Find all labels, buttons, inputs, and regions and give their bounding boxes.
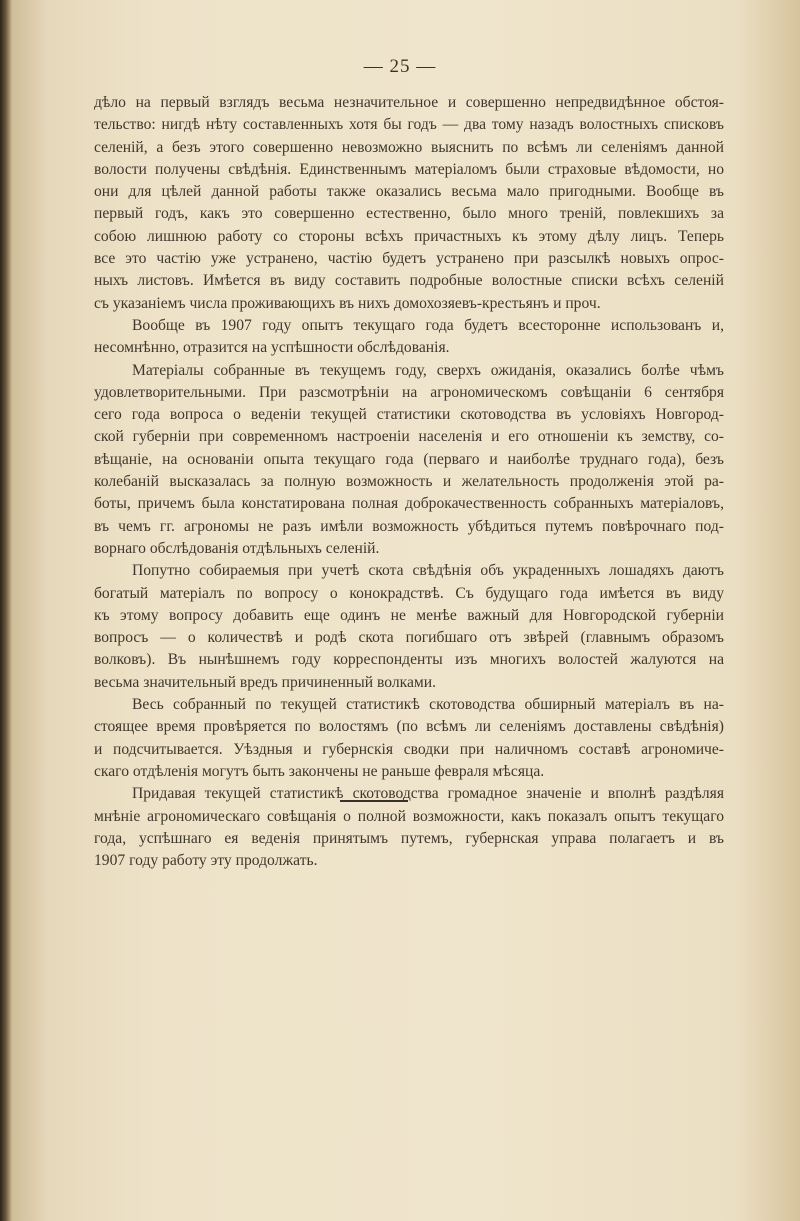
text-line: сего года вопроса о веденіи текущей статистики скотоводства въ условіяхъ Новгород- xyxy=(94,406,724,424)
text-line: съ указаніемъ числа проживающихъ въ нихъ домохозяевъ-крестьянъ и проч. xyxy=(94,294,601,312)
paragraph-3 xyxy=(56,360,724,561)
paragraph-2 xyxy=(56,315,724,360)
text-line: стоящее время провѣряется по волостямъ (по всѣмъ ли селеніямъ доставлены свѣдѣнія) xyxy=(94,718,724,736)
text-line: въ чемъ гг. агрономы не разъ имѣли возможность убѣдиться путемъ повѣрочнаго под- xyxy=(94,517,724,535)
text-line: колебаній высказалась за полную возможность и желательность продолженія этой ра- xyxy=(94,473,724,491)
text-line: Попутно собираемыя при учетѣ скота свѣдѣнія объ украденныхъ лошадяхъ даютъ xyxy=(132,562,724,580)
text-line: Матеріалы собранные въ текущемъ году, сверхъ ожиданія, оказались болѣе чѣмъ xyxy=(132,361,724,379)
text-line: скаго отдѣленія могутъ быть закончены не раньше февраля мѣсяца. xyxy=(94,762,545,780)
text-line: вопросъ — о количествѣ и родѣ скота погибшаго отъ звѣрей (главнымъ образомъ xyxy=(94,629,724,647)
text-line: все это частію уже устранено, частію будетъ устранено при разсылкѣ новыхъ опрос- xyxy=(94,250,724,268)
text-line: боты, причемъ была констатирована полная доброкачественность собранныхъ матеріаловъ, xyxy=(94,495,724,513)
text-line: волости получены свѣдѣнія. Единственнымъ матеріаломъ были страховые вѣдомости, но xyxy=(94,160,724,178)
paragraph-1 xyxy=(56,92,724,315)
text-line: дѣло на первый взглядъ весьма незначительное и совершенно непредвидѣнное обстоя- xyxy=(94,94,724,111)
text-line: ныхъ листовъ. Имѣется въ виду составить подробные волостные списки всѣхъ селеній xyxy=(94,272,724,290)
text-line: къ этому вопросу добавить еще одинъ не менѣе важный для Новгородской губерніи xyxy=(94,606,724,624)
text-line: они для цѣлей данной работы также оказались весьма мало пригодными. Вообще въ xyxy=(94,183,724,201)
body-text xyxy=(56,92,724,872)
text-line: первый годъ, какъ это совершенно естественно, было много треній, повлекшихъ за xyxy=(94,205,724,223)
text-line: волковъ). Въ нынѣшнемъ году корреспонденты изъ многихъ волостей жалуются на xyxy=(94,651,724,669)
text-line: ворнаго обслѣдованія отдѣльныхъ селеній. xyxy=(94,539,380,557)
text-line: вѣщаніе, на основаніи опыта текущаго года (перваго и наиболѣе труднаго года), безъ xyxy=(94,450,724,468)
text-line: собою лишнюю работу со стороны всѣхъ причастныхъ къ этому дѣлу лицъ. Теперь xyxy=(94,227,724,245)
text-line: удовлетворительными. При разсмотрѣніи на агрономическомъ совѣщаніи 6 сентября xyxy=(94,383,724,401)
text-line: несомнѣнно, отразится на успѣшности обслѣдованія. xyxy=(94,339,450,357)
text-line: Вообще въ 1907 году опытъ текущаго года будетъ всесторонне использованъ и, xyxy=(132,316,724,334)
text-line: богатый матеріалъ по вопросу о конокрадствѣ. Съ будущаго года имѣется въ виду xyxy=(94,584,724,602)
paragraph-4 xyxy=(56,560,724,694)
text-line: года, успѣшнаго ея веденія принятымъ путемъ, губернская управа полагаетъ и въ xyxy=(94,829,724,847)
page-number: — 25 — xyxy=(363,56,437,77)
text-line: и подсчитывается. Уѣздныя и губернскія сводки при наличномъ составѣ агрономиче- xyxy=(94,740,724,758)
paragraph-5 xyxy=(56,694,724,783)
text-line: мнѣніе агрономическаго совѣщанія о полной возможности, какъ показалъ опытъ текущаго xyxy=(94,807,724,825)
text-line: Весь собранный по текущей статистикѣ скотоводства обширный матеріалъ въ на- xyxy=(132,696,724,714)
text-line: тельство: нигдѣ нѣту составленныхъ хотя бы годъ — два тому назадъ волостныхъ списковъ xyxy=(94,116,724,134)
text-line: 1907 году работу эту продолжать. xyxy=(94,852,318,870)
section-end-rule xyxy=(340,800,408,802)
text-line: ской губерніи при современномъ настроеніи населенія и его отношеніи къ земству, со- xyxy=(94,428,724,446)
text-line: Придавая текущей статистикѣ скотоводства громадное значеніе и вполнѣ раздѣляя xyxy=(132,785,724,803)
text-line: селеній, а безъ этого совершенно невозможно выяснить по всѣмъ ли селеніямъ данной xyxy=(94,138,724,156)
text-line: весьма значительный вредъ причиненный волками. xyxy=(94,673,437,691)
paragraph-6 xyxy=(56,783,724,872)
